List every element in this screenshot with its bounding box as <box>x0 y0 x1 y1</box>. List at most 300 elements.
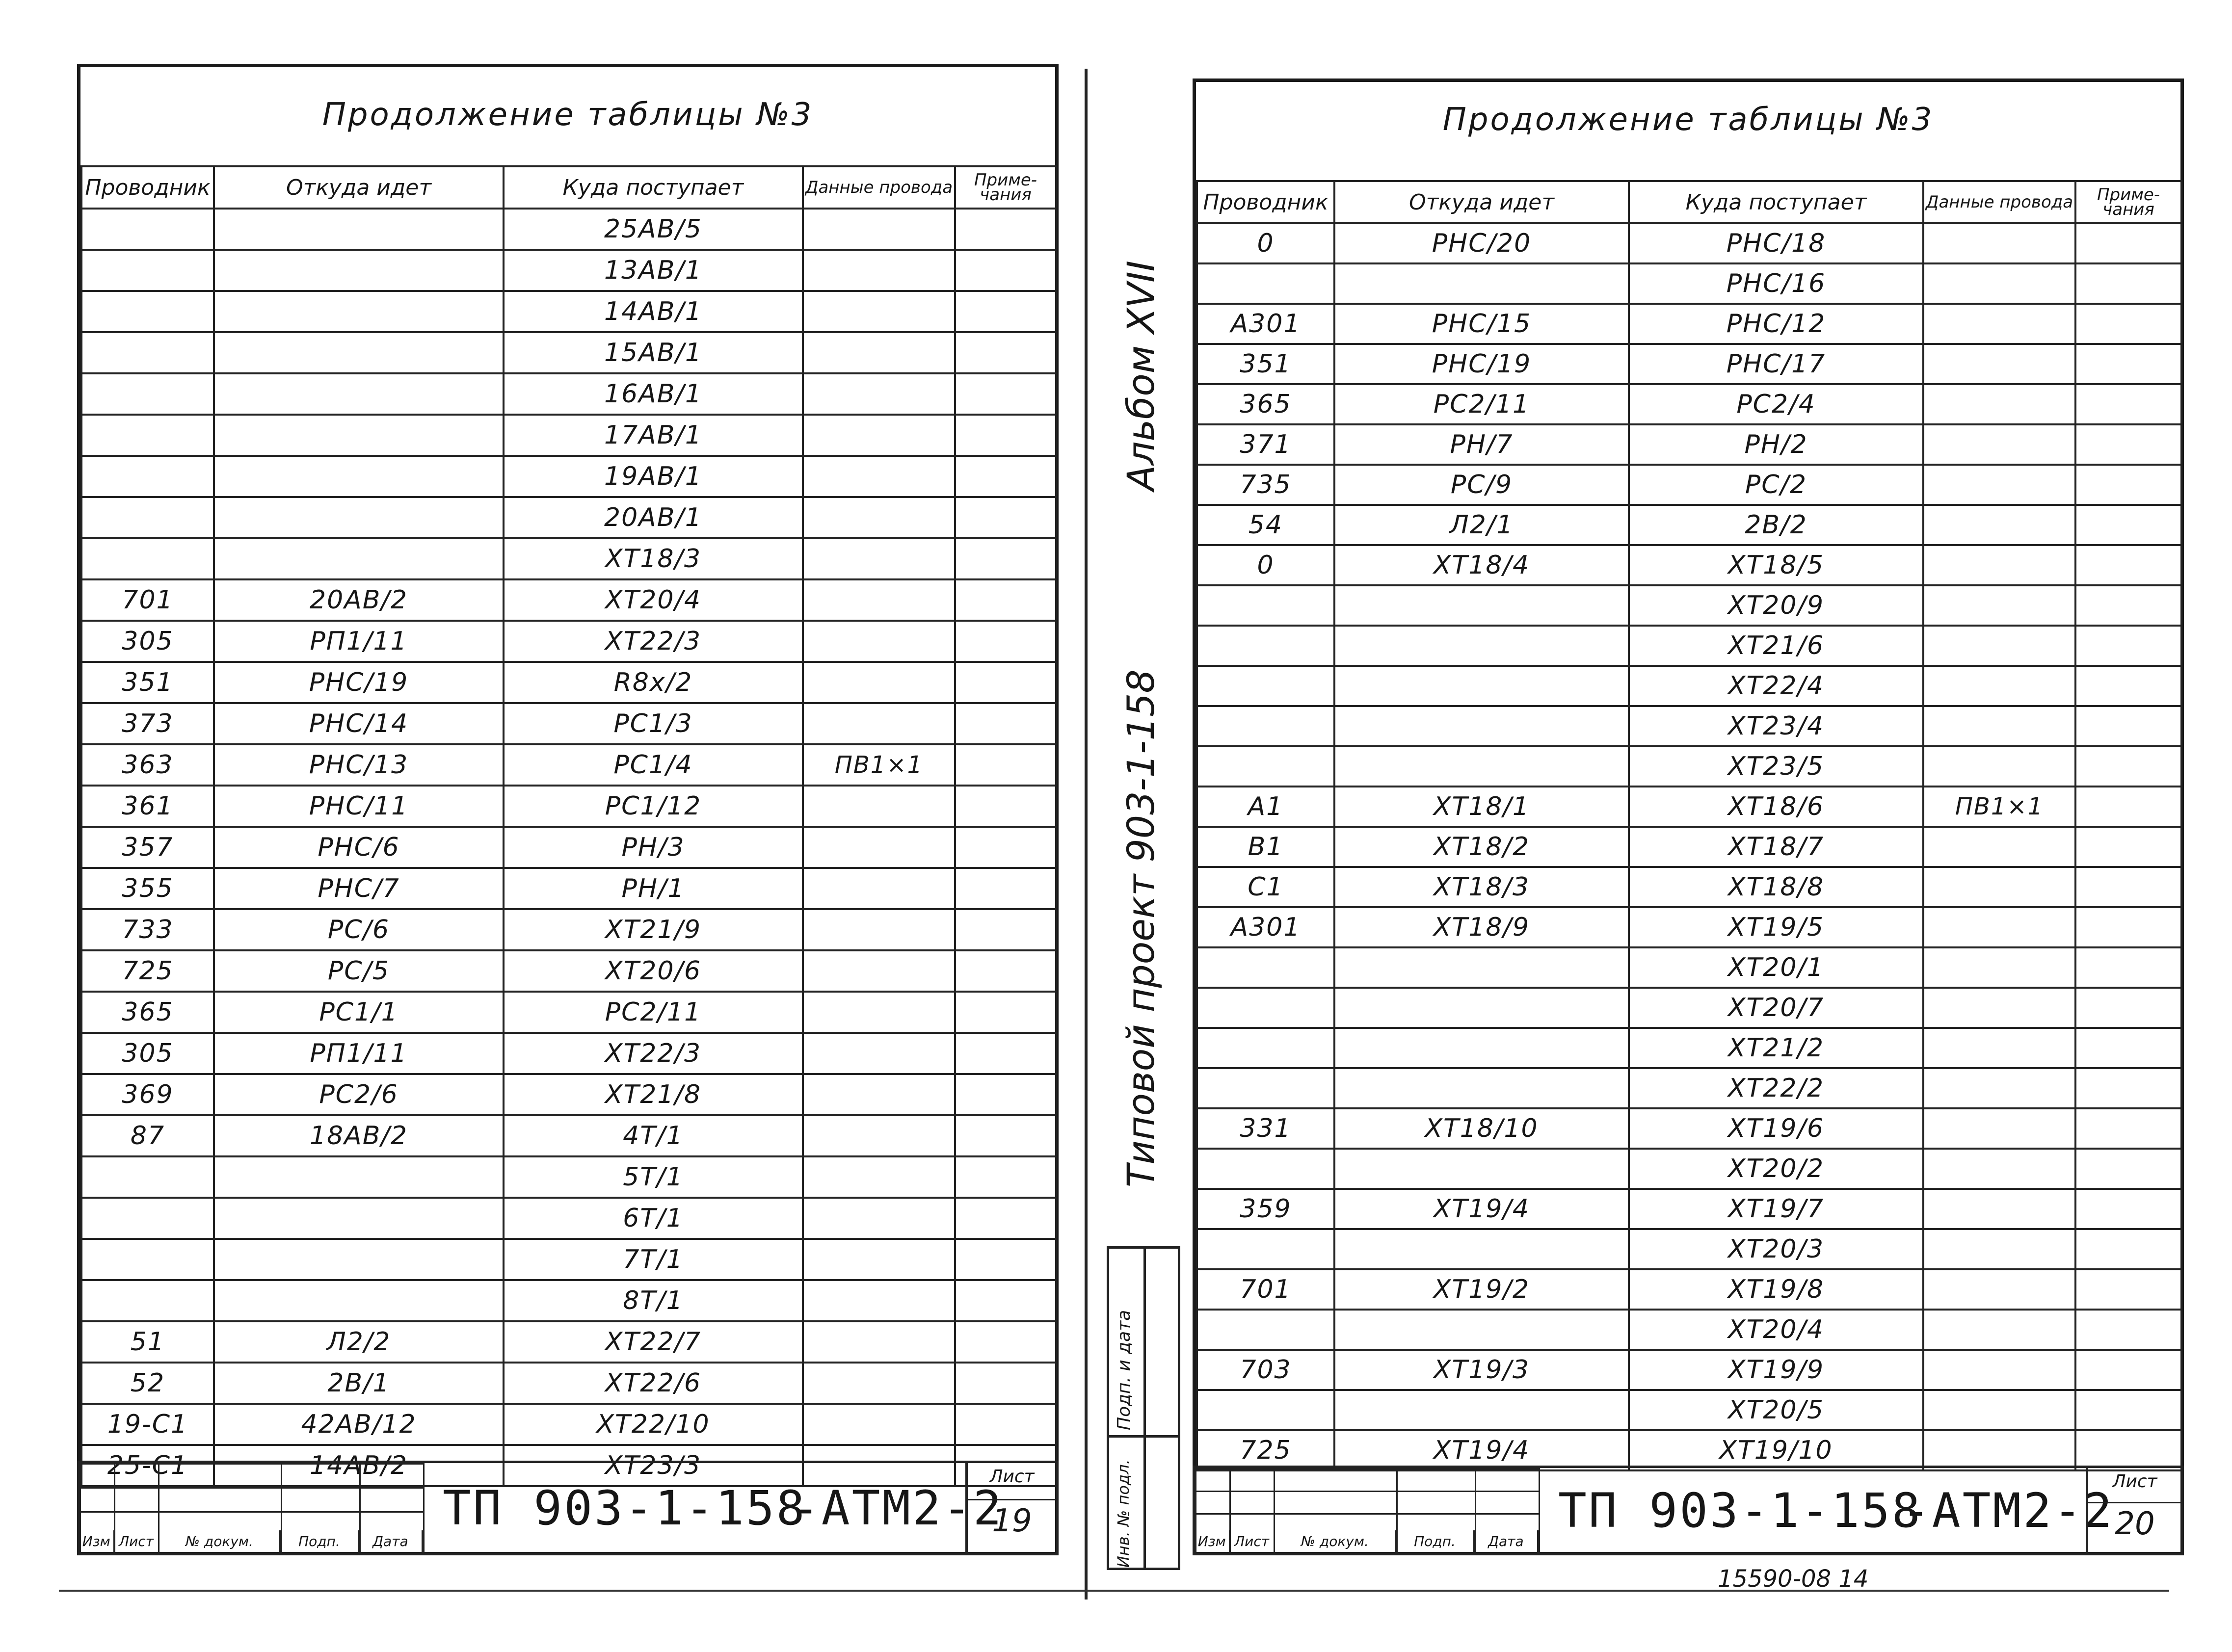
cell-from: РС2/6 <box>214 1074 504 1115</box>
header-wire-data: Данные провода <box>803 166 955 209</box>
cell-from <box>214 1156 504 1198</box>
cell-to: ХТ23/5 <box>1629 746 1923 787</box>
cell-from: РНС/7 <box>214 868 504 909</box>
inventory-label: Инв. № подл. <box>1114 1459 1133 1568</box>
table-row <box>81 950 1056 992</box>
cell-from: РС/9 <box>1334 465 1629 505</box>
cell-to: РС2/11 <box>504 992 803 1033</box>
cell-conductor: 305 <box>81 1033 214 1074</box>
cell-to: 16АВ/1 <box>504 373 803 415</box>
cell-from: РНС/20 <box>1334 223 1629 263</box>
cell-wire-data <box>803 1404 955 1445</box>
table-title: Продолжение таблицы №3 <box>1442 102 1934 138</box>
table-row <box>1197 585 2181 626</box>
table-row <box>1197 626 2181 666</box>
cell-from: РП1/11 <box>214 1033 504 1074</box>
table-row <box>81 291 1056 332</box>
cell-from <box>214 291 504 332</box>
table-row <box>1197 988 2181 1028</box>
cell-conductor: 361 <box>81 786 214 827</box>
cell-to: 6Т/1 <box>504 1198 803 1239</box>
cell-conductor: 725 <box>81 950 214 992</box>
drawing-code: ТП 903-1-158 <box>1558 1483 1922 1538</box>
cell-wire-data <box>1923 746 2075 787</box>
header-notes: Приме- чания <box>955 166 1056 209</box>
cell-to: ХТ18/3 <box>504 538 803 579</box>
cell-wire-data <box>803 662 955 703</box>
cell-to: R8х/2 <box>504 662 803 703</box>
cell-to: ХТ22/7 <box>504 1321 803 1363</box>
cell-from <box>1334 263 1629 304</box>
cell-conductor: 363 <box>81 744 214 786</box>
table-row <box>1197 867 2181 907</box>
table-row <box>1197 1350 2181 1390</box>
cell-wire-data <box>1923 907 2075 947</box>
cell-conductor: 0 <box>1197 223 1334 263</box>
cell-notes <box>2075 1028 2181 1068</box>
cell-to: ХТ22/3 <box>504 621 803 662</box>
cell-notes <box>2075 1430 2181 1470</box>
cell-conductor <box>81 373 214 415</box>
cell-from: ХТ18/4 <box>1334 545 1629 585</box>
cell-wire-data <box>1923 263 2075 304</box>
cell-from: РНС/6 <box>214 827 504 868</box>
caption-change: Изм <box>1195 1530 1230 1553</box>
table-row <box>81 1033 1056 1074</box>
table-row <box>81 703 1056 744</box>
cell-notes <box>955 1321 1056 1363</box>
sheet-number-box <box>2086 1468 2181 1553</box>
cell-conductor <box>1197 1229 1334 1269</box>
table-row <box>81 538 1056 579</box>
cell-wire-data <box>1923 223 2075 263</box>
cell-wire-data <box>1923 585 2075 626</box>
cell-notes <box>955 291 1056 332</box>
cell-from <box>1334 1149 1629 1189</box>
cell-to: ХТ22/2 <box>1629 1068 1923 1108</box>
cell-wire-data <box>1923 666 2075 706</box>
cell-notes <box>955 1404 1056 1445</box>
cell-from <box>214 456 504 497</box>
cell-from: РНС/19 <box>1334 344 1629 384</box>
cell-to: ХТ20/6 <box>504 950 803 992</box>
table-row <box>81 868 1056 909</box>
table-row <box>1197 1189 2181 1229</box>
cell-notes <box>955 868 1056 909</box>
table-header-row <box>1197 181 2181 223</box>
cell-notes <box>2075 505 2181 545</box>
cell-to: 2В/2 <box>1629 505 1923 545</box>
table-row <box>1197 1269 2181 1310</box>
drawing-code: ТП 903-1-158 <box>443 1480 807 1536</box>
header-conductor: Проводник <box>81 166 214 209</box>
cell-wire-data <box>803 332 955 373</box>
table-row <box>1197 947 2181 988</box>
table-row <box>81 621 1056 662</box>
table-row <box>81 786 1056 827</box>
cell-notes <box>955 579 1056 621</box>
table-row <box>81 1198 1056 1239</box>
wiring-table <box>1196 180 2182 1471</box>
cell-wire-data <box>803 373 955 415</box>
table-row <box>81 1239 1056 1280</box>
cell-notes <box>2075 867 2181 907</box>
table-row <box>1197 1229 2181 1269</box>
cell-from: РНС/14 <box>214 703 504 744</box>
cell-to: ХТ19/6 <box>1629 1108 1923 1149</box>
cell-to: ХТ20/7 <box>1629 988 1923 1028</box>
cell-conductor <box>1197 947 1334 988</box>
cell-wire-data <box>803 621 955 662</box>
cell-conductor: 357 <box>81 827 214 868</box>
cell-notes <box>2075 907 2181 947</box>
cell-wire-data <box>1923 1108 2075 1149</box>
cell-to: РН/1 <box>504 868 803 909</box>
cell-from: РП1/11 <box>214 621 504 662</box>
caption-change: Изм <box>80 1530 115 1553</box>
cell-from <box>214 1280 504 1321</box>
cell-conductor <box>81 209 214 250</box>
sheet-number: 20 <box>2115 1506 2155 1543</box>
cell-conductor: 25-С1 <box>81 1445 214 1486</box>
table-row <box>81 662 1056 703</box>
cell-conductor: 52 <box>81 1363 214 1404</box>
cell-notes <box>955 538 1056 579</box>
cell-from: 2В/1 <box>214 1363 504 1404</box>
cell-conductor <box>81 332 214 373</box>
cell-notes <box>2075 1068 2181 1108</box>
cell-notes <box>2075 304 2181 344</box>
cell-wire-data <box>803 827 955 868</box>
table-row <box>1197 384 2181 424</box>
cell-to: ХТ18/6 <box>1629 787 1923 827</box>
cell-notes <box>955 209 1056 250</box>
cell-notes <box>2075 424 2181 465</box>
cell-notes <box>955 621 1056 662</box>
cell-from <box>214 1198 504 1239</box>
table-row <box>1197 666 2181 706</box>
cell-conductor <box>1197 988 1334 1028</box>
cell-to: ХТ18/8 <box>1629 867 1923 907</box>
cell-from: РС/6 <box>214 909 504 950</box>
cell-to: 19АВ/1 <box>504 456 803 497</box>
cell-from <box>214 415 504 456</box>
table-row <box>81 1156 1056 1198</box>
cell-wire-data <box>1923 545 2075 585</box>
cell-notes <box>2075 827 2181 867</box>
cell-wire-data <box>803 1033 955 1074</box>
cell-from <box>1334 1068 1629 1108</box>
cell-notes <box>955 1198 1056 1239</box>
cell-to: 8Т/1 <box>504 1280 803 1321</box>
cell-to: 7Т/1 <box>504 1239 803 1280</box>
table-row <box>81 332 1056 373</box>
cell-from <box>1334 1229 1629 1269</box>
drawing-suffix: -АТМ2-2 <box>1902 1483 2114 1538</box>
cell-wire-data <box>803 786 955 827</box>
cell-notes <box>955 373 1056 415</box>
table-row <box>1197 505 2181 545</box>
table-row <box>81 909 1056 950</box>
table-row <box>1197 827 2181 867</box>
cell-to: РС/2 <box>1629 465 1923 505</box>
cell-to: ХТ21/6 <box>1629 626 1923 666</box>
cell-wire-data <box>803 1280 955 1321</box>
cell-from <box>214 209 504 250</box>
cell-wire-data <box>1923 1310 2075 1350</box>
cell-to: ХТ20/4 <box>504 579 803 621</box>
cell-conductor <box>81 1280 214 1321</box>
cell-to: ХТ20/5 <box>1629 1390 1923 1430</box>
cell-notes <box>955 1280 1056 1321</box>
cell-conductor: 703 <box>1197 1350 1334 1390</box>
cell-notes <box>2075 344 2181 384</box>
cell-conductor: 0 <box>1197 545 1334 585</box>
cell-from: ХТ18/1 <box>1334 787 1629 827</box>
cell-wire-data <box>803 579 955 621</box>
cell-conductor: 359 <box>1197 1189 1334 1229</box>
cell-conductor: А1 <box>1197 787 1334 827</box>
caption-sign: Подп. <box>281 1530 359 1553</box>
header-from: Откуда идет <box>214 166 504 209</box>
header-to: Куда поступает <box>1629 181 1923 223</box>
cell-to: РН/3 <box>504 827 803 868</box>
cell-wire-data <box>1923 1269 2075 1310</box>
cell-conductor <box>81 250 214 291</box>
table-row <box>1197 1149 2181 1189</box>
caption-sheet: Лист <box>1230 1530 1275 1553</box>
cell-wire-data <box>1923 626 2075 666</box>
table-row <box>81 209 1056 250</box>
cell-to: ХТ22/3 <box>504 1033 803 1074</box>
cell-notes <box>955 1156 1056 1198</box>
table-row <box>1197 1068 2181 1108</box>
cell-conductor: 365 <box>81 992 214 1033</box>
cell-wire-data <box>1923 344 2075 384</box>
cell-wire-data <box>803 456 955 497</box>
caption-sheet: Лист <box>115 1530 159 1553</box>
cell-to: РН/2 <box>1629 424 1923 465</box>
cell-conductor: 365 <box>1197 384 1334 424</box>
table-row <box>1197 263 2181 304</box>
table-row <box>1197 424 2181 465</box>
cell-from: ХТ18/3 <box>1334 867 1629 907</box>
cell-notes <box>955 703 1056 744</box>
cell-from: ХТ19/3 <box>1334 1350 1629 1390</box>
cell-wire-data <box>1923 867 2075 907</box>
cell-wire-data <box>803 1198 955 1239</box>
cell-from: ХТ18/10 <box>1334 1108 1629 1149</box>
cell-conductor <box>1197 263 1334 304</box>
cell-to: ХТ19/10 <box>1629 1430 1923 1470</box>
cell-to: ХТ20/2 <box>1629 1149 1923 1189</box>
cell-from: ХТ19/2 <box>1334 1269 1629 1310</box>
cell-notes <box>955 950 1056 992</box>
cell-wire-data <box>1923 988 2075 1028</box>
cell-wire-data <box>803 1363 955 1404</box>
table-row <box>1197 746 2181 787</box>
cell-to: 15АВ/1 <box>504 332 803 373</box>
sign-date-label: Подп. и дата <box>1114 1310 1134 1430</box>
cell-to: ХТ18/7 <box>1629 827 1923 867</box>
table-title: Продолжение таблицы №3 <box>322 97 814 133</box>
cell-from: РН/7 <box>1334 424 1629 465</box>
cell-conductor: 331 <box>1197 1108 1334 1149</box>
cell-conductor: 19-С1 <box>81 1404 214 1445</box>
cell-notes <box>2075 1108 2181 1149</box>
cell-to: ХТ20/3 <box>1629 1229 1923 1269</box>
cell-from: 14АВ/2 <box>214 1445 504 1486</box>
caption-doc-no: № докум. <box>1275 1530 1397 1553</box>
table-row <box>1197 304 2181 344</box>
revision-captions <box>80 1530 423 1553</box>
table-row <box>81 456 1056 497</box>
cell-wire-data: ПВ1×1 <box>1923 787 2075 827</box>
cell-notes <box>955 250 1056 291</box>
cell-conductor: 51 <box>81 1321 214 1363</box>
cell-notes <box>955 415 1056 456</box>
cell-conductor: А301 <box>1197 907 1334 947</box>
cell-conductor <box>1197 1068 1334 1108</box>
table-row <box>81 497 1056 538</box>
cell-conductor: 735 <box>1197 465 1334 505</box>
cell-to: ХТ22/6 <box>504 1363 803 1404</box>
cell-to: ХТ21/9 <box>504 909 803 950</box>
cell-notes <box>955 1239 1056 1280</box>
cell-conductor <box>81 497 214 538</box>
cell-to: ХТ22/10 <box>504 1404 803 1445</box>
cell-to: ХТ21/8 <box>504 1074 803 1115</box>
cell-wire-data <box>803 909 955 950</box>
cell-from: ХТ18/9 <box>1334 907 1629 947</box>
cell-to: РНС/12 <box>1629 304 1923 344</box>
cell-conductor <box>81 415 214 456</box>
cell-to: РНС/18 <box>1629 223 1923 263</box>
cell-from <box>1334 666 1629 706</box>
cell-from: 20АВ/2 <box>214 579 504 621</box>
cell-notes <box>955 992 1056 1033</box>
cell-wire-data <box>1923 827 2075 867</box>
cell-notes <box>955 786 1056 827</box>
cell-notes <box>2075 545 2181 585</box>
cell-to: ХТ20/1 <box>1629 947 1923 988</box>
table-row <box>81 250 1056 291</box>
cell-wire-data <box>1923 1028 2075 1068</box>
cell-from <box>214 250 504 291</box>
cell-to: 4Т/1 <box>504 1115 803 1156</box>
caption-sign: Подп. <box>1396 1530 1475 1553</box>
cell-to: ХТ19/7 <box>1629 1189 1923 1229</box>
cell-notes <box>955 332 1056 373</box>
cell-wire-data <box>803 291 955 332</box>
cell-conductor <box>81 1239 214 1280</box>
cell-to: ХТ18/5 <box>1629 545 1923 585</box>
cell-conductor: 725 <box>1197 1430 1334 1470</box>
cell-to: 20АВ/1 <box>504 497 803 538</box>
cell-from <box>214 497 504 538</box>
table-row <box>81 579 1056 621</box>
cell-to: ХТ19/9 <box>1629 1350 1923 1390</box>
sheet-number-box <box>965 1463 1056 1553</box>
cell-to: 25АВ/5 <box>504 209 803 250</box>
cell-conductor <box>1197 1028 1334 1068</box>
cell-wire-data <box>1923 465 2075 505</box>
table-row <box>1197 465 2181 505</box>
table-row <box>1197 1108 2181 1149</box>
header-notes: Приме- чания <box>2075 181 2181 223</box>
cell-notes <box>2075 1149 2181 1189</box>
cell-conductor <box>1197 706 1334 746</box>
cell-to: РС2/4 <box>1629 384 1923 424</box>
cell-conductor: 351 <box>81 662 214 703</box>
cell-from <box>214 538 504 579</box>
cell-from <box>1334 1390 1629 1430</box>
cell-conductor: 351 <box>1197 344 1334 384</box>
album-label: Альбом XVII <box>1119 260 1163 491</box>
table-row <box>81 827 1056 868</box>
cell-to: ХТ23/4 <box>1629 706 1923 746</box>
cell-notes <box>2075 706 2181 746</box>
cell-notes <box>2075 1189 2181 1229</box>
cell-wire-data <box>803 1115 955 1156</box>
cell-from <box>214 332 504 373</box>
cell-wire-data <box>1923 1189 2075 1229</box>
cell-wire-data <box>803 868 955 909</box>
cell-notes <box>955 497 1056 538</box>
cell-conductor: А301 <box>1197 304 1334 344</box>
cell-from <box>1334 585 1629 626</box>
cell-notes <box>2075 947 2181 988</box>
cell-to: 13АВ/1 <box>504 250 803 291</box>
table-row <box>1197 1390 2181 1430</box>
table-row <box>81 1280 1056 1321</box>
cell-wire-data <box>803 415 955 456</box>
cell-wire-data <box>1923 505 2075 545</box>
table-row <box>81 1363 1056 1404</box>
spine-line <box>1085 69 1088 1600</box>
cell-conductor: 373 <box>81 703 214 744</box>
cell-from: ХТ19/4 <box>1334 1189 1629 1229</box>
cell-conductor <box>81 1156 214 1198</box>
table-row <box>81 744 1056 786</box>
cell-notes <box>2075 1350 2181 1390</box>
header-to: Куда поступает <box>504 166 803 209</box>
cell-from: 18АВ/2 <box>214 1115 504 1156</box>
cell-wire-data <box>1923 947 2075 988</box>
cell-from <box>1334 988 1629 1028</box>
cell-from <box>214 1239 504 1280</box>
cell-conductor <box>81 538 214 579</box>
cell-conductor: С1 <box>1197 867 1334 907</box>
cell-to: РНС/16 <box>1629 263 1923 304</box>
cell-conductor: 305 <box>81 621 214 662</box>
cell-from <box>1334 1028 1629 1068</box>
cell-to: ХТ19/5 <box>1629 907 1923 947</box>
table-row <box>81 1115 1056 1156</box>
cell-to: РС1/4 <box>504 744 803 786</box>
cell-conductor <box>1197 1390 1334 1430</box>
project-label: Типовой проект 903-1-158 <box>1119 669 1163 1187</box>
table-row <box>1197 706 2181 746</box>
cell-notes <box>955 1074 1056 1115</box>
drawing-suffix: -АТМ2-2 <box>791 1480 1004 1536</box>
cell-wire-data <box>803 497 955 538</box>
sheet-20 <box>1193 79 2184 1555</box>
archive-code: 15590-08 14 <box>1718 1565 1869 1593</box>
cell-from <box>214 373 504 415</box>
cell-wire-data <box>803 703 955 744</box>
cell-notes <box>2075 1229 2181 1269</box>
